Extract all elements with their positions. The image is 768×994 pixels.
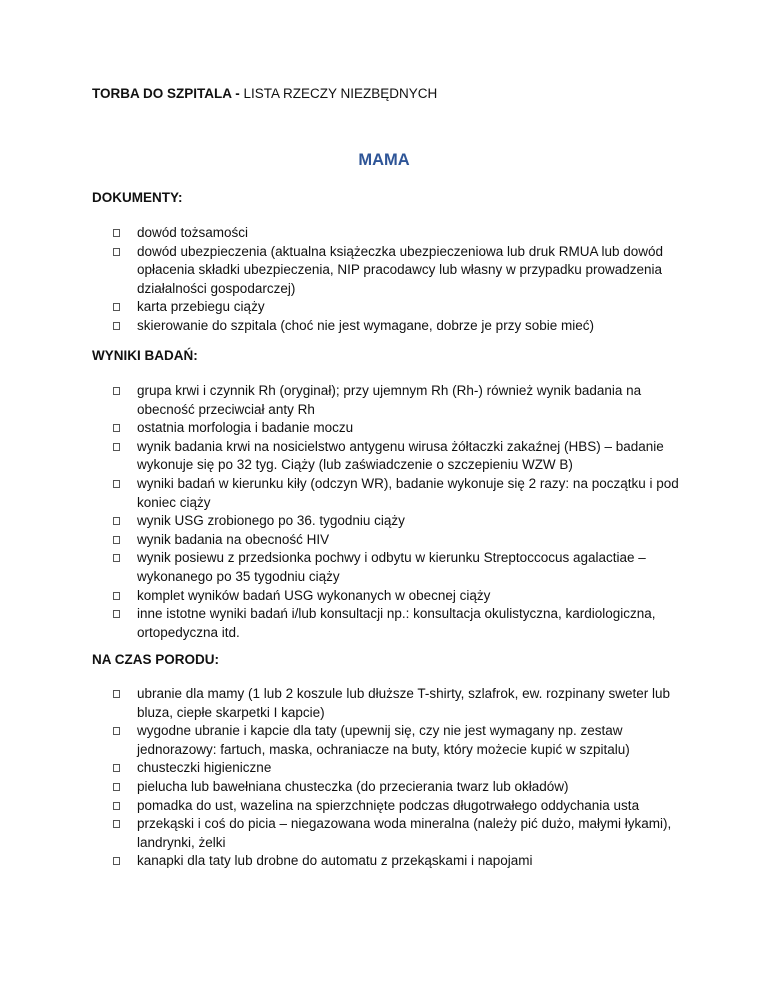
- checkbox-icon[interactable]: [113, 554, 120, 562]
- checkbox-icon[interactable]: [113, 727, 120, 735]
- item-text: inne istotne wyniki badań i/lub konsultacji np.: konsultacja okulistyczna, kardiologiczna, ortopedyczna itd.: [137, 606, 656, 640]
- item-text: skierowanie do szpitala (choć nie jest wymagane, dobrze je przy sobie mieć): [137, 317, 594, 333]
- item-text: karta przebiegu ciąży: [137, 299, 265, 315]
- checklist-item: [92, 685, 692, 722]
- checklist-item: [92, 778, 692, 797]
- checkbox-icon[interactable]: [113, 592, 120, 600]
- checklist-item: [92, 531, 692, 550]
- item-text: wynik badania krwi na nosicielstwo antygenu wirusa żółtaczki zakaźnej (HBS) – badanie wykonuje się po 32 tyg. Ciąży (lub zaświadczenie o szczepieniu WZW B): [137, 438, 664, 473]
- section-heading-dokumenty: DOKUMENTY:: [92, 190, 183, 205]
- checklist-wyniki-badan: [92, 382, 692, 642]
- checkbox-icon[interactable]: [113, 387, 120, 395]
- item-text: chusteczki higieniczne: [137, 760, 272, 776]
- checklist-item: [92, 438, 692, 475]
- item-text: komplet wyników badań USG wykonanych w obecnej ciąży: [137, 587, 491, 603]
- checklist-item: [92, 419, 692, 438]
- checklist-item: [92, 587, 692, 606]
- item-text: grupa krwi i czynnik Rh (oryginał); przy ujemnym Rh (Rh-) również wynik badania na obecność przeciwciał anty Rh: [137, 383, 642, 417]
- title-bold-part: TORBA DO SZPITALA -: [92, 86, 240, 101]
- checkbox-icon[interactable]: [113, 610, 120, 618]
- checkbox-icon[interactable]: [113, 857, 120, 865]
- checkbox-icon[interactable]: [113, 517, 120, 525]
- checkbox-icon[interactable]: [113, 536, 120, 544]
- item-text: wyniki badań w kierunku kiły (odczyn WR), badanie wykonuje się 2 razy: na początku i pod koniec ciąży: [137, 475, 679, 510]
- checkbox-icon[interactable]: [113, 229, 120, 237]
- title-normal-part: LISTA RZECZY NIEZBĘDNYCH: [239, 86, 438, 101]
- checklist-item: [92, 317, 692, 336]
- checklist-item: [92, 475, 692, 512]
- checkbox-icon[interactable]: [113, 820, 120, 828]
- checkbox-icon[interactable]: [113, 480, 120, 488]
- checklist-item: [92, 759, 692, 778]
- item-text: kanapki dla taty lub drobne do automatu z przekąskami i napojami: [137, 853, 533, 869]
- checklist-item: [92, 852, 692, 871]
- document-title: [92, 85, 437, 103]
- item-text: dowód ubezpieczenia (aktualna książeczka ubezpieczeniowa lub druk RMUA lub dowód opłacenia składki ubezpieczenia, NIP pracodawcy lub własny w przypadku prowadzenia działalności gospodarczej): [137, 243, 664, 296]
- item-text: wynik badania na obecność HIV: [137, 531, 330, 547]
- checklist-item: [92, 605, 692, 642]
- item-text: przekąski i coś do picia – niegazowana woda mineralna (należy pić dużo, małymi łykami), landrynki, żelki: [137, 816, 672, 850]
- checklist-item: [92, 243, 692, 299]
- checkbox-icon[interactable]: [113, 443, 120, 451]
- checkbox-icon[interactable]: [113, 783, 120, 791]
- checkbox-icon[interactable]: [113, 303, 120, 311]
- item-text: wynik posiewu z przedsionka pochwy i odbytu w kierunku Streptoccocus agalactiae – wykonanego po 35 tygodniu ciąży: [137, 550, 646, 584]
- item-text: pomadka do ust, wazelina na spierzchnięte podczas długotrwałego oddychania usta: [137, 797, 640, 813]
- item-text: wynik USG zrobionego po 36. tygodniu ciąży: [137, 513, 405, 529]
- checkbox-icon[interactable]: [113, 424, 120, 432]
- item-text: dowód tożsamości: [137, 225, 249, 240]
- section-heading-wyniki-badan: WYNIKI BADAŃ:: [92, 348, 198, 363]
- section-heading-na-czas-porodu: NA CZAS PORODU:: [92, 652, 219, 667]
- checkbox-icon[interactable]: [113, 802, 120, 810]
- checkbox-icon[interactable]: [113, 690, 120, 698]
- item-text: ostatnia morfologia i badanie moczu: [137, 420, 354, 436]
- checkbox-icon[interactable]: [113, 248, 120, 256]
- checkbox-icon[interactable]: [113, 322, 120, 330]
- checklist-item: [92, 549, 692, 586]
- checklist-item: [92, 722, 692, 759]
- checklist-na-czas-porodu: [92, 685, 692, 871]
- checklist-item: [92, 797, 692, 816]
- checklist-item: [92, 298, 692, 317]
- checkbox-icon[interactable]: [113, 764, 120, 772]
- item-text: wygodne ubranie i kapcie dla taty (upewnij się, czy nie jest wymagany np. zestaw jednorazowy: fartuch, maska, ochraniacze na buty, który możecie kupić w szpitalu): [137, 723, 630, 757]
- subject-heading: MAMA: [358, 151, 410, 169]
- checklist-item: [92, 224, 692, 243]
- checklist-item: [92, 815, 692, 852]
- item-text: pielucha lub bawełniana chusteczka (do przecierania twarz lub okładów): [137, 778, 569, 794]
- checklist-item: [92, 512, 692, 531]
- item-text: ubranie dla mamy (1 lub 2 koszule lub dłuższe T-shirty, szlafrok, ew. rozpinany sweter lub bluza, ciepłe skarpetki I kapcie): [137, 686, 670, 720]
- checklist-dokumenty: [92, 224, 692, 336]
- checklist-item: [92, 382, 692, 419]
